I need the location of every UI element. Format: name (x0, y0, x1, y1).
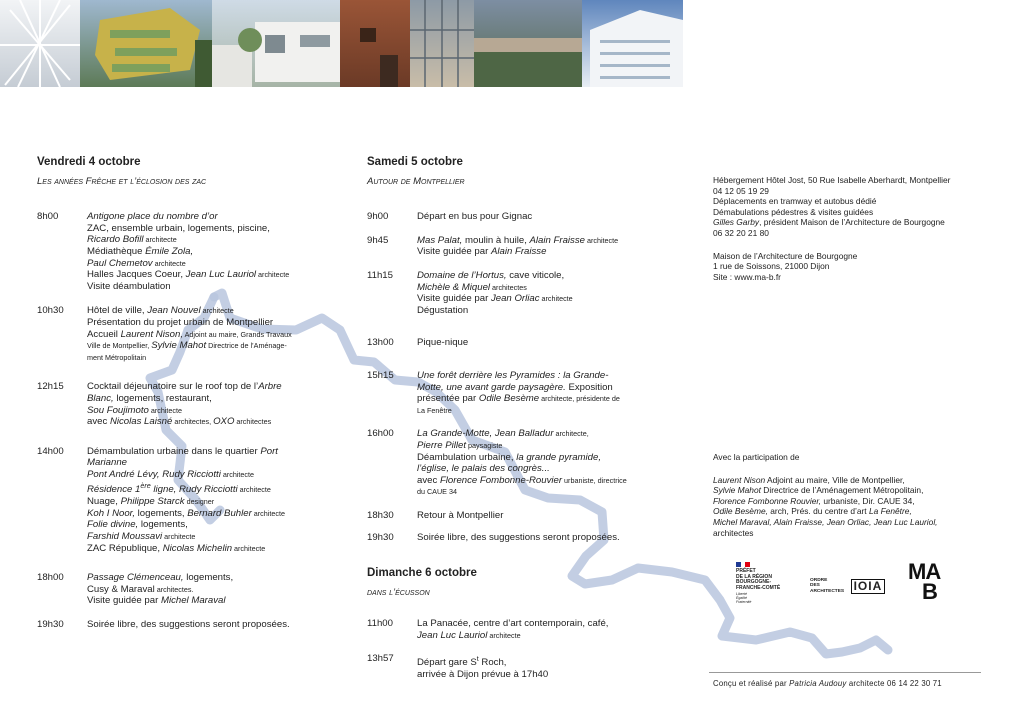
event-friday-1930 (37, 619, 317, 631)
event-time: 13h57 (367, 653, 394, 665)
event-time: 8h00 (37, 211, 59, 223)
event-body: Départ gare $S^t$ Roch, arrivée à Dijon prévue à 17h40 (417, 654, 549, 681)
event-friday-1400 (37, 446, 317, 555)
event-body: Soirée libre, des suggestions seront proposées. (417, 532, 620, 544)
event-time: 19h30 (367, 532, 394, 544)
event-sunday-1357 (367, 653, 655, 680)
event-time: 14h00 (37, 445, 64, 457)
participation: Avec la participation de Laurent Nison Adjoint au maire, Ville de Montpellier, Sylvie Mahot Directrice de l’Aménagement Métropolitain, Florence Fombonne Rouvier, urbaniste, Dir. CAUE 34, Odile Besème, arch, Prés. du centre d’art La Fenêtre, Michel Maraval, Alain Fraisse, Jean Orliac, Jean Luc Lauriol, architectes (713, 452, 938, 538)
event-body: Départ en bus pour Gignac (417, 211, 533, 223)
day-subtitle-saturday: Autour de Montpellier (367, 175, 465, 187)
day-subtitle-friday: Les années Frêche et l’éclosion des zac (37, 175, 207, 187)
event-time: 9h00 (367, 211, 389, 223)
event-time: 18h00 (37, 572, 64, 584)
photo-city-view (474, 0, 582, 87)
event-time: 19h30 (37, 619, 64, 630)
event-time: 11h00 (367, 618, 393, 630)
event-time: 18h30 (367, 509, 394, 521)
friday-column (37, 157, 317, 631)
event-body: Cocktail déjeunatoire sur le roof top de l’Arbre Blanc, logements, restaurant, Sou Foujimoto architecte avec Nicolas Laisné architectes, OXO architectes (87, 381, 282, 428)
event-body: Passage Clémenceau, logements, Cusy & Maraval architectes. Visite guidée par Michel Maraval (87, 572, 234, 607)
event-sunday-1100 (367, 618, 655, 641)
photo-white-blocks (582, 0, 683, 87)
participation-title: Avec la participation de (713, 452, 800, 462)
website-link[interactable]: Site : www.ma-b.fr (713, 271, 781, 282)
photo-balcony-tower (80, 0, 212, 87)
event-friday-1030 (37, 305, 317, 363)
event-time: 15h15 (367, 369, 394, 381)
event-body: Retour à Montpellier (417, 509, 504, 521)
event-saturday-1930 (367, 532, 655, 544)
event-saturday-1115 (367, 270, 655, 316)
event-friday-1800 (37, 572, 317, 607)
event-body: Une forêt derrière les Pyramides : la Grande- Motte, une avant garde paysagère. Exposition présentée par Odile Besème architecte, présidente de La Fenêtre (417, 369, 620, 415)
event-body: La Grande-Motte, Jean Balladur architecte, Pierre Pillet paysagiste Déambulation urbaine, la grande pyramide, l’église, le palais des congrès... avec Florence Fombonne-Rouvier urbaniste, directrice du CAUE 34 (417, 428, 627, 497)
event-saturday-1300 (367, 337, 655, 349)
address-street: 1 rue de Soissons, 21000 Dijon (713, 261, 830, 272)
day-title-friday: Vendredi 4 octobre (37, 156, 141, 168)
event-saturday-1515 (367, 370, 655, 416)
event-time: 12h15 (37, 381, 64, 393)
day-title-saturday: Samedi 5 octobre (367, 156, 463, 168)
banner-photos (0, 0, 683, 87)
event-friday-0800 (37, 211, 317, 292)
footer-divider (709, 672, 981, 673)
ordre-architectes-logo: ORDRE DES ARCHITECTES IOIA (810, 576, 890, 594)
photo-red-facade (340, 0, 410, 87)
address-org: Maison de l’Architecture de Bourgogne (713, 250, 858, 261)
prefet-logo: PRÉFET DE LA RÉGION BOURGOGNE- FRANCHE-COMTÉ Liberté Égalité Fraternité (736, 562, 788, 604)
event-saturday-0945 (367, 235, 655, 258)
event-friday-1215 (37, 381, 317, 427)
event-body: Soirée libre, des suggestions seront proposées. (87, 619, 290, 630)
event-saturday-1830 (367, 510, 655, 522)
french-flag-icon (736, 562, 750, 567)
mab-logo: MA B (908, 559, 941, 604)
photo-glass-building (410, 0, 474, 87)
event-saturday-1600 (367, 428, 655, 498)
oa-mark-icon: IOIA (851, 579, 886, 594)
event-time: 9h45 (367, 234, 389, 246)
practical-info: Hébergement Hôtel Jost, 50 Rue Isabelle Aberhardt, Montpellier 04 12 05 19 29 Déplacements en tramway et autobus dédié Démabulations pédestres & visites guidées Gilles Garby, président Maison de l’Architecture de Bourgogne 06 32 20 21 80 Maison de l’Architecture de Bourgogne 1 rue de Soissons, 21000 Dijon Site : www.ma-b.fr (713, 175, 951, 282)
event-time: 10h30 (37, 305, 64, 317)
event-saturday-0900 (367, 211, 655, 223)
event-time: 16h00 (367, 428, 394, 440)
photo-white-tower (0, 0, 80, 87)
credits-footer: Conçu et réalisé par Patricia Audouy architecte 06 14 22 30 71 (713, 679, 942, 688)
partner-logos (736, 559, 986, 612)
photo-banner (0, 0, 683, 87)
event-body: La Panacée, centre d’art contemporain, café, Jean Luc Lauriol architecte (417, 618, 609, 641)
saturday-column (367, 157, 655, 681)
event-body: Antigone place du nombre d’or ZAC, ensemble urbain, logements, piscine, Ricardo Bofill architecte Médiathèque Émile Zola, Paul Chemetov architecte Halles Jacques Coeur, Jean Luc Lauriol architecte Visite déambulation (87, 211, 290, 292)
event-time: 13h00 (367, 337, 394, 349)
event-body: Pique-nique (417, 337, 469, 349)
event-time: 11h15 (367, 269, 393, 281)
event-body: Domaine de l’Hortus, cave viticole, Michèle & Miquel architectes Visite guidée par Jean Orliac architecte Dégustation (417, 269, 573, 316)
event-body: Démambulation urbaine dans le quartier Port Marianne Pont André Lévy, Rudy Ricciotti architecte Résidence 1ère ligne, Rudy Ricciotti architecte Nuage, Philippe Starck designer Koh I Noor, logements, Bernard Buhler architecte Folie divine, logements, Farshid Moussavi architecte ZAC République, Nicolas Michelin architecte (87, 445, 285, 554)
photo-white-houses (212, 0, 340, 87)
event-body: Hôtel de ville, Jean Nouvel architecte Présentation du projet urbain de Montpellier Accueil Laurent Nison, Adjoint au maire, Grands Travaux Ville de Montpellier, Sylvie Mahot Directrice de l’Aménage- ment Métropolitain (87, 305, 292, 362)
day-subtitle-sunday: dans l’écusson (367, 586, 430, 598)
day-title-sunday: Dimanche 6 octobre (367, 567, 477, 580)
event-body: Mas Palat, moulin à huile, Alain Fraisse architecte Visite guidée par Alain Fraisse (417, 234, 619, 258)
